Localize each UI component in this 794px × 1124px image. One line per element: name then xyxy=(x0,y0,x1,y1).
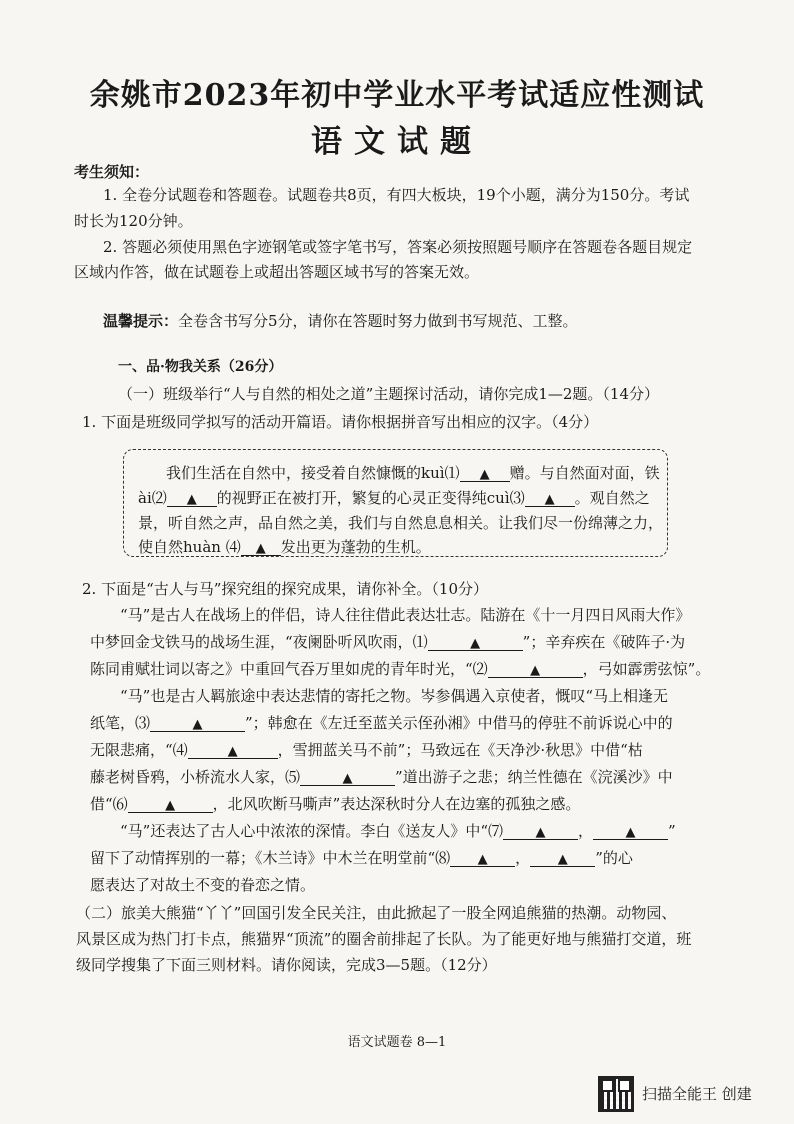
blank-q2-6[interactable]: ▲ xyxy=(128,796,213,813)
part-2-line-2: 风景区成为热门打卡点，熊猫界“顶流”的圈舍前排起了长队。为了能更好地与熊猫打交道，班 xyxy=(76,930,692,948)
tip xyxy=(103,311,578,331)
p3-line-1: “马”还表达了古人心中浓浓的深情。李白《送友人》中“⑺ ▲ ， ▲ ” xyxy=(120,822,676,840)
blank-q2-8b[interactable]: ▲ xyxy=(530,850,595,867)
notice-item-2-cont: 区域内作答，做在试题卷上或超出答题区域书写的答案无效。 xyxy=(74,263,480,281)
part-2-line-3: 级同学搜集了下面三则材料。请你阅读，完成3—5题。（12分） xyxy=(76,956,497,974)
p1-line-2: 中梦回金戈铁马的战场生涯，“夜阑卧听风吹雨，⑴ ▲ ”；辛弃疾在《破阵子·为 xyxy=(90,633,686,651)
p3-line-2: 留下了动情挥别的一幕；《木兰诗》中木兰在明堂前“⑻ ▲ ， ▲ ”的心 xyxy=(90,849,633,867)
part-1-intro: （一）班级举行“人与自然的相处之道”主题探讨活动，请你完成1—2题。（14分） xyxy=(118,385,660,403)
question-2: 2. 下面是“古人与马”探究组的探究成果，请你补全。（10分） xyxy=(82,580,489,598)
p3-line-3: 愿表达了对故土不变的眷恋之情。 xyxy=(90,876,316,894)
notice-heading: 考生须知： xyxy=(74,163,150,181)
section-heading: 一、品·物我关系（26分） xyxy=(118,359,283,375)
passage-line-2: ài⑵ ▲ 的视野正在被打开，繁复的心灵正变得纯cuì⑶ ▲ 。观自然之 xyxy=(138,489,650,507)
blank-q2-4[interactable]: ▲ xyxy=(188,742,278,759)
p2-line-5: 借“⑹ ▲ ，北风吹断马嘶声”表达深秋时分人在边塞的孤独之感。 xyxy=(90,795,581,813)
part-2-line-1: （二）旅美大熊猫“丫丫”回国引发全民关注，由此掀起了一股全网追熊猫的热潮。动物园、 xyxy=(76,904,677,922)
blank-q2-7a[interactable]: ▲ xyxy=(503,823,578,840)
blank-q2-5[interactable]: ▲ xyxy=(300,769,395,786)
blank-q2-2[interactable]: ▲ xyxy=(488,661,583,678)
notice-item-1-cont: 时长为120分钟。 xyxy=(74,212,193,230)
exam-subject-title: 语文试题 xyxy=(311,124,483,160)
blank-q2-1[interactable]: ▲ xyxy=(428,634,523,651)
question-1: 1. 下面是班级同学拟写的活动开篇语。请你根据拼音写出相应的汉字。（4分） xyxy=(82,413,599,431)
blank-3[interactable]: ▲ xyxy=(525,490,575,507)
p2-line-1: “马”也是古人羁旅途中表达悲情的寄托之物。岑参偶遇入京使者，慨叹“马上相逢无 xyxy=(120,687,669,705)
notice-item-2: 2. 答题必须使用黑色字迹钢笔或签字笔书写，答案必须按照题号顺序在答题卷各题目规定 xyxy=(103,238,693,256)
blank-4[interactable]: ▲ xyxy=(241,539,281,556)
qr-code-icon xyxy=(598,1076,634,1112)
blank-q2-3[interactable]: ▲ xyxy=(150,715,245,732)
blank-2[interactable]: ▲ xyxy=(167,490,217,507)
page-footer: 语文试题卷 8—1 xyxy=(347,1035,447,1050)
tip-text: 全卷含书写分5分，请你在答题时努力做到书写规范、工整。 xyxy=(178,312,578,330)
tip-label: 温馨提示： xyxy=(103,312,179,330)
p1-line-1: “马”是古人在战场上的伴侣，诗人往往借此表达壮志。陆游在《十一月四日风雨大作》 xyxy=(120,606,691,624)
exam-title: 余姚市2023年初中学业水平考试适应性测试 xyxy=(89,78,705,113)
p2-line-2: 纸笔，⑶ ▲ ”；韩愈在《左迁至蓝关示侄孙湘》中借马的停驻不前诉说心中的 xyxy=(90,714,673,732)
blank-q2-7b[interactable]: ▲ xyxy=(593,823,668,840)
blank-q2-8a[interactable]: ▲ xyxy=(450,850,515,867)
notice-item-1: 1. 全卷分试题卷和答题卷。试题卷共8页，有四大板块，19个小题，满分为150分。考试 xyxy=(103,186,690,204)
passage-line-4: 使自然huàn ⑷ ▲ 发出更为蓬勃的生机。 xyxy=(138,538,431,556)
p1-line-3: 陈同甫赋壮词以寄之》中重回气吞万里如虎的青年时光，“⑵ ▲ ，弓如霹雳弦惊”。 xyxy=(90,660,711,678)
scanner-watermark: 扫描全能王 创建 xyxy=(642,1085,752,1103)
passage-line-1: 我们生活在自然中，接受着自然慷慨的kuì⑴ ▲ 赠。与自然面对面，铁 xyxy=(166,464,660,482)
p2-line-3: 无限悲痛，“⑷ ▲ ，雪拥蓝关马不前”；马致远在《天净沙·秋思》中借“枯 xyxy=(90,741,643,759)
passage-line-3: 景，听自然之声，品自然之美，我们与自然息息相关。让我们尽一份绵薄之力， xyxy=(138,514,664,532)
p2-line-4: 藤老树昏鸦，小桥流水人家，⑸ ▲ ”道出游子之悲；纳兰性德在《浣溪沙》中 xyxy=(90,768,673,786)
blank-1[interactable]: ▲ xyxy=(460,465,510,482)
